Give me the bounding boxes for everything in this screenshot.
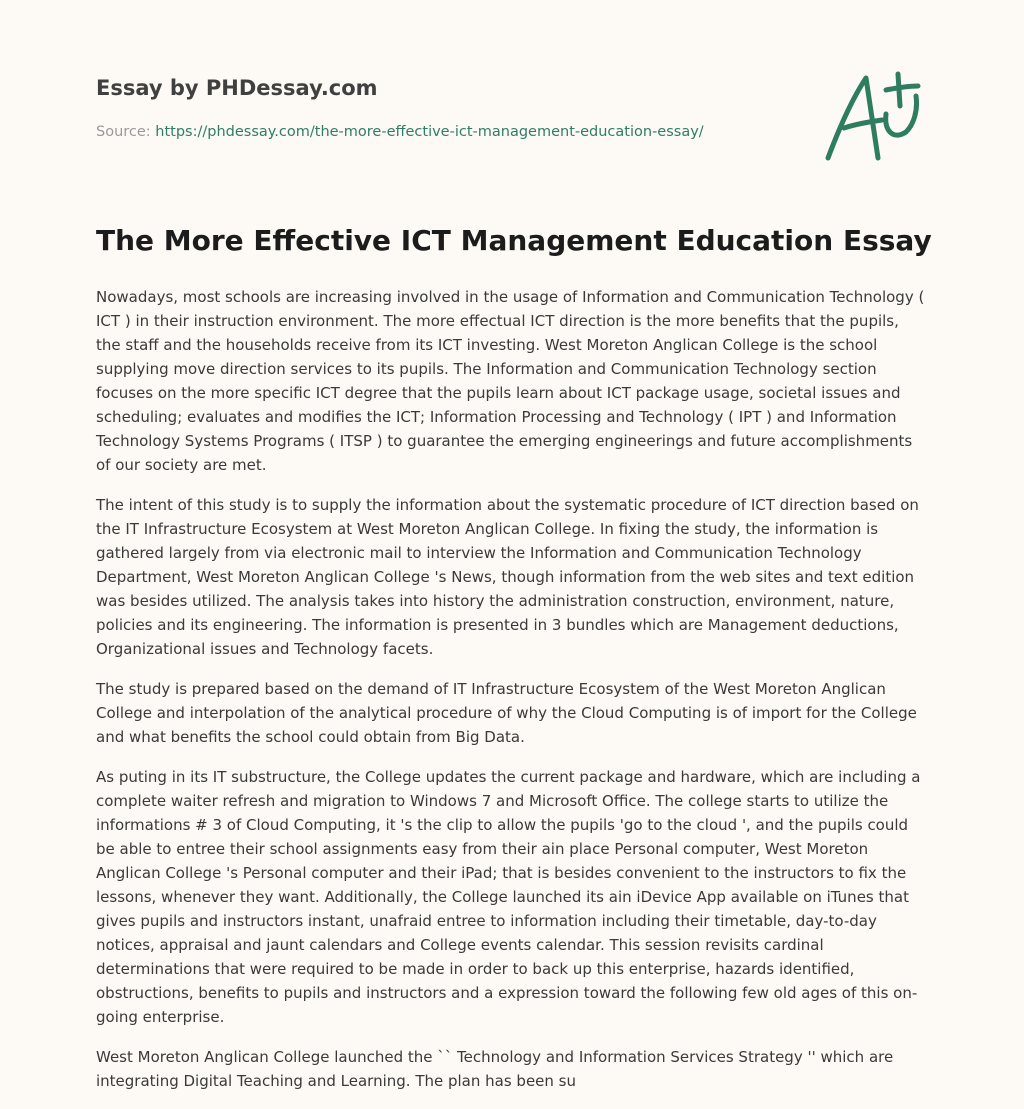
paragraph: The intent of this study is to supply the information about the systematic procedure of ICT direction based on the IT Infrastructure Ecosystem at West Moreton Anglican College. In fixing the study, the information is gathered largely from via electronic mail to interview the Information and Communication Technology Department, West Moreton Anglican College 's News, though information from the web sites and text edition was besides utilized. The analysis takes into history the administration construction, environment, nature, policies and its engineering. The information is presented in 3 bundles which are Management deductions, Organizational issues and Technology facets. bbox=[96, 496, 919, 658]
source-link[interactable]: https://phdessay.com/the-more-effective-ict-management-education-essay/ bbox=[155, 124, 704, 140]
a-plus-logo-icon bbox=[820, 66, 930, 166]
paragraph: As puting in its IT substructure, the College updates the current package and hardware, which are including a complete waiter refresh and migration to Windows 7 and Microsoft Office. The college starts to utilize the informations # 3 of Cloud Computing, it 's the clip to allow the pupils 'go to the cloud ', and the pupils could be able to entree their school assignments easy from their ain place Personal computer, West Moreton Anglican College 's Personal computer and their iPad; that is besides convenient to the instructors to fix the lessons, whenever they want. Additionally, the College launched its ain iDevice App available on iTunes that gives pupils and instructors instant, unafraid entree to information including their timetable, day-to-day notices, appraisal and jaunt calendars and College events calendar. This session revisits cardinal determinations that were required to be made in order to back up this enterprise, hazards identified, obstructions, benefits to pupils and instructors and a expression toward the following few old ages of this on-going enterprise. bbox=[96, 768, 921, 1026]
paragraph: The study is prepared based on the demand of IT Infrastructure Ecosystem of the West Moreton Anglican College and interpolation of the analytical procedure of why the Cloud Computing is of import for the College and what benefits the school could obtain from Big Data. bbox=[96, 680, 917, 746]
source-line bbox=[96, 124, 704, 140]
essay-body bbox=[96, 285, 926, 1109]
site-brand: Essay by PHDessay.com bbox=[96, 76, 378, 100]
paragraph: West Moreton Anglican College launched the `` Technology and Information Services Strategy '' which are integrating Digital Teaching and Learning. The plan has been su bbox=[96, 1048, 894, 1090]
paragraph: Nowadays, most schools are increasing involved in the usage of Information and Communication Technology ( ICT ) in their instruction environment. The more effectual ICT direction is the more benefits that the pupils, the staff and the households receive from its ICT investing. West Moreton Anglican College is the school supplying move direction services to its pupils. The Information and Communication Technology section focuses on the more specific ICT degree that the pupils learn about ICT package usage, societal issues and scheduling; evaluates and modifies the ICT; Information Processing and Technology ( IPT ) and Information Technology Systems Programs ( ITSP ) to guarantee the emerging engineerings and future accomplishments of our society are met. bbox=[96, 288, 925, 474]
source-label: Source: bbox=[96, 124, 151, 140]
essay-title: The More Effective ICT Management Education Essay bbox=[96, 224, 932, 257]
